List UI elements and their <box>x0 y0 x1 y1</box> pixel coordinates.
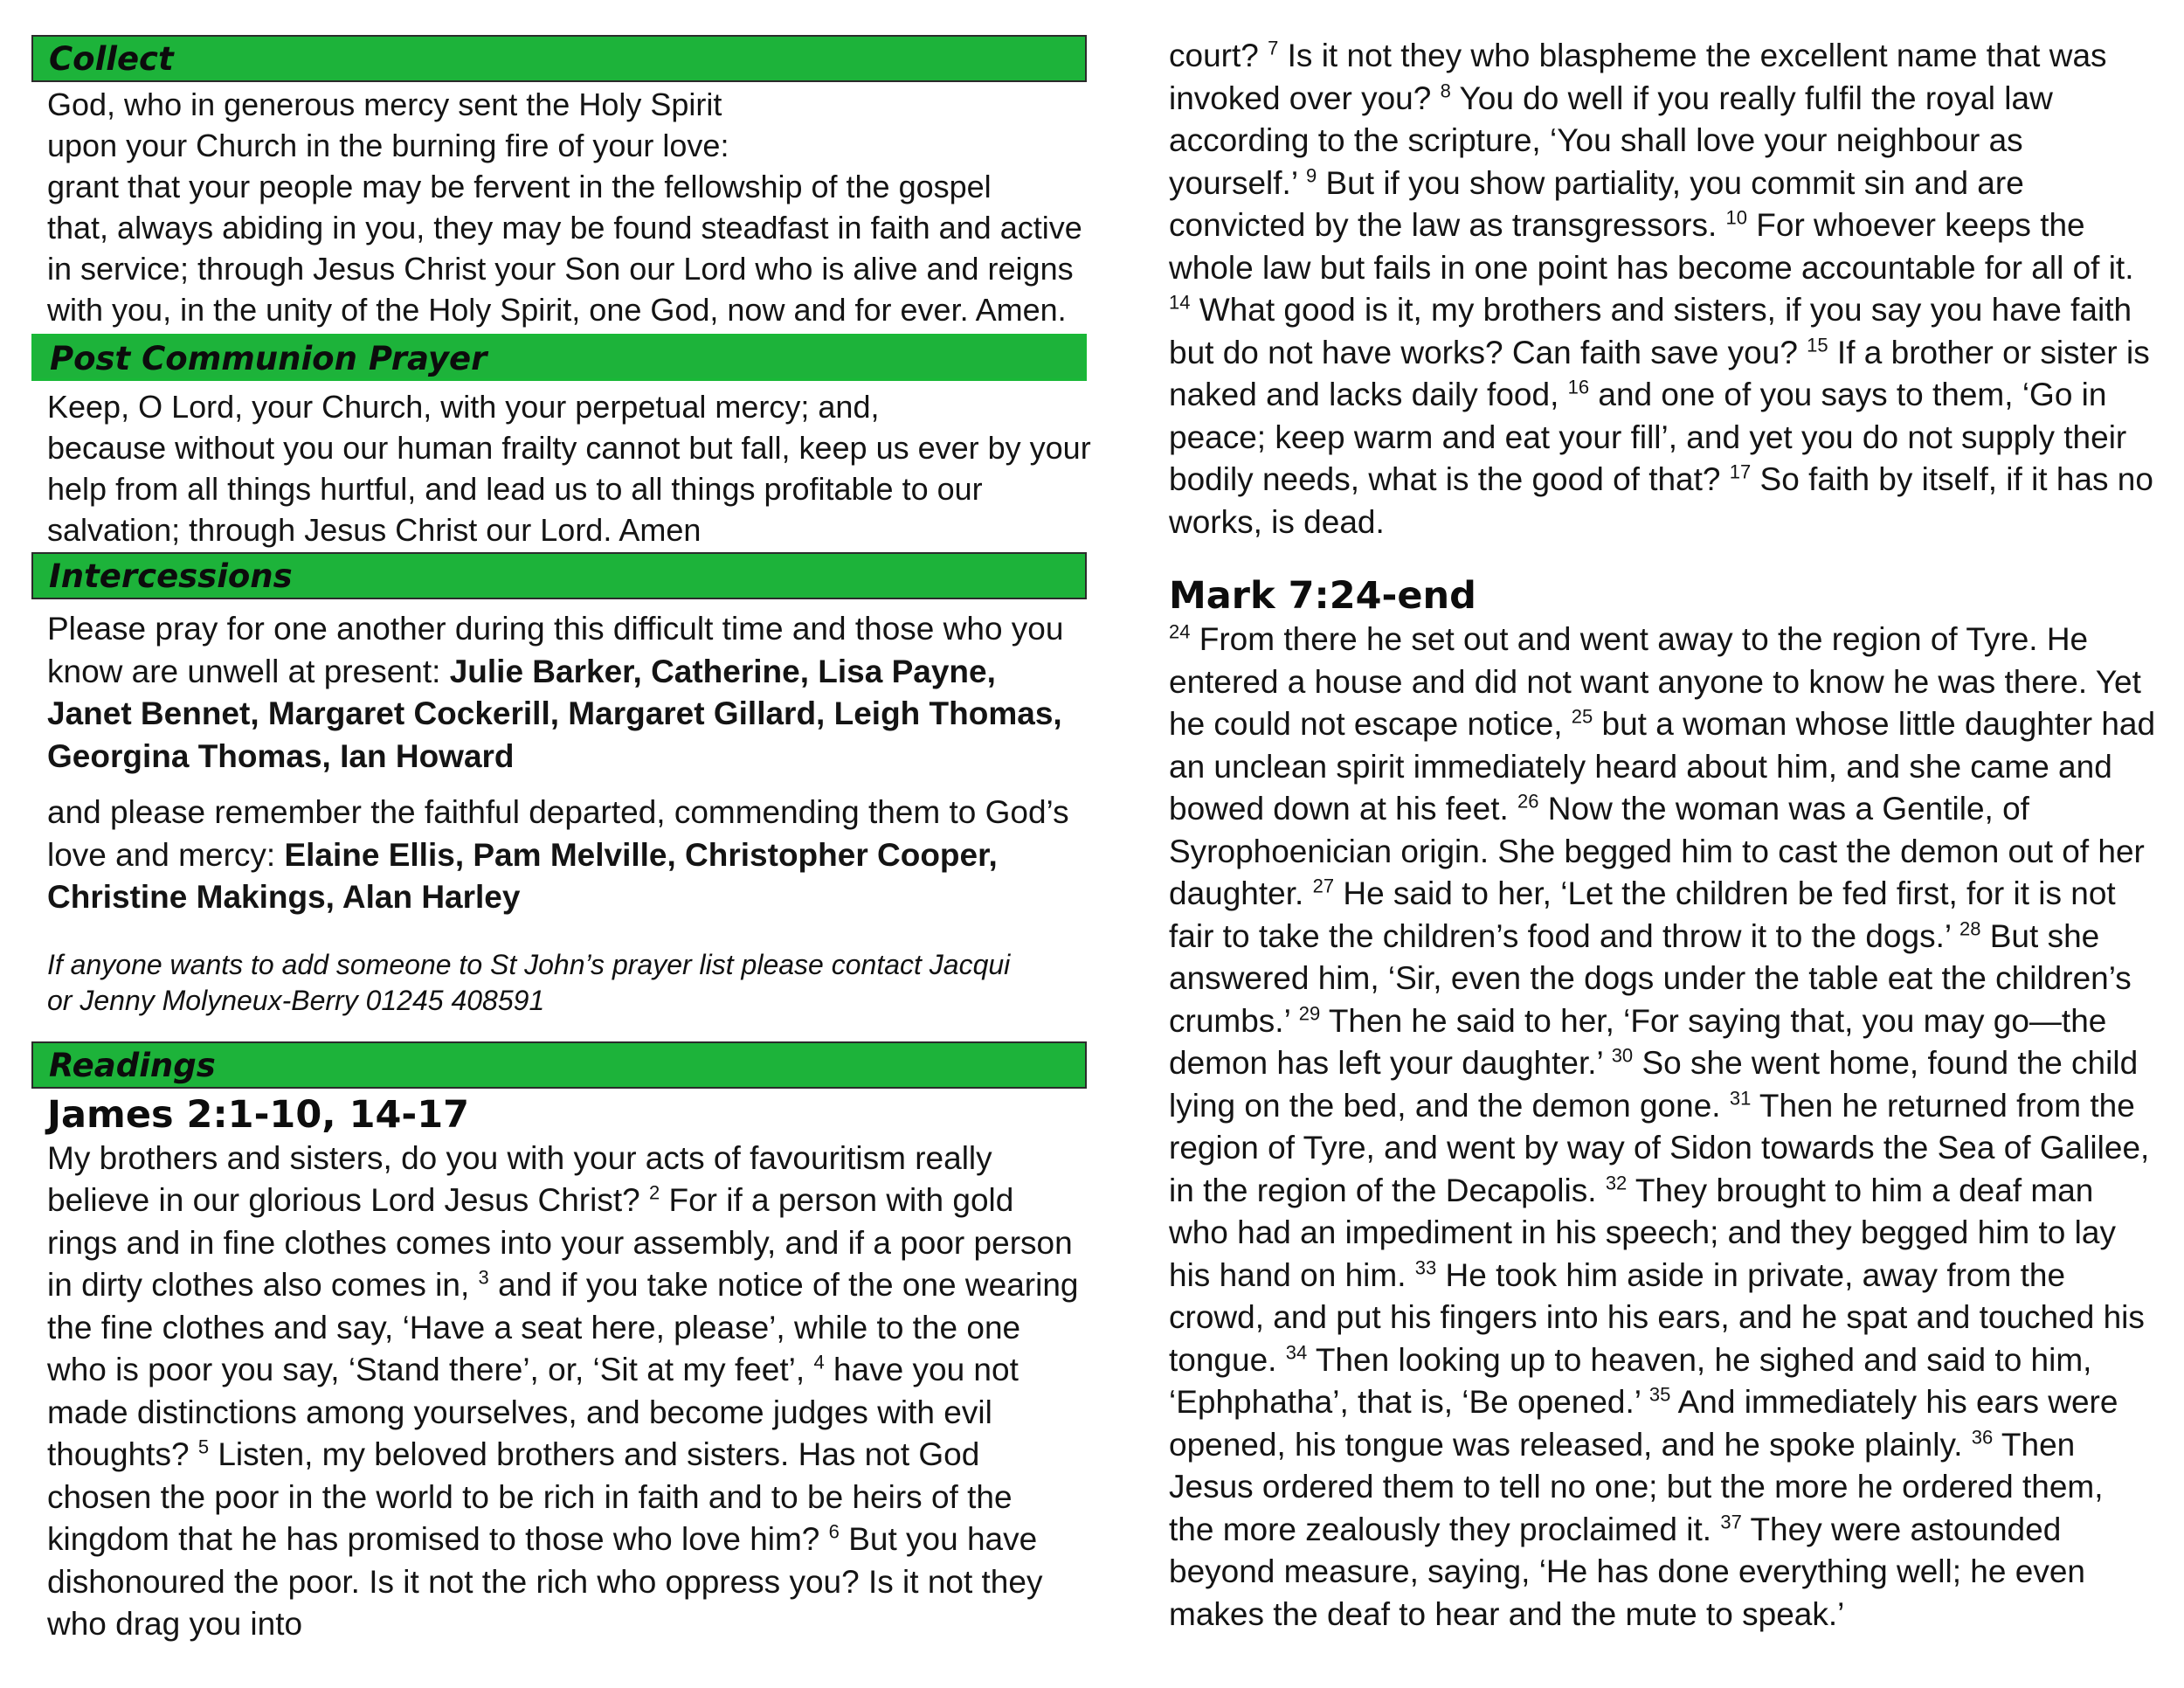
prayer-list-note: If anyone wants to add someone to St John’s prayer list please contact Jacqui or Jenny Molyneux-Berry 01245 408591 <box>47 948 1011 1016</box>
intercessions-unwell <box>31 608 1087 778</box>
verse-text: They brought to him a deaf man who had an impediment in his speech; and they begged him to lay his hand on him. <box>1169 1172 2116 1293</box>
verse-text: So she went home, found the child lying on the bed, and the demon gone. <box>1169 1045 2139 1124</box>
verse-text: You do well if you really fulfil the royal law according to the scripture, ‘You shall love your neighbour as yourself.’ <box>1169 80 2053 201</box>
intercessions-heading: Intercessions <box>31 552 1087 599</box>
verse-number: 8 <box>1440 80 1451 102</box>
verse-number: 36 <box>1971 1426 1994 1449</box>
verse-number: 15 <box>1807 334 1828 356</box>
departed-intro: and please remember the faithful departed, commending them to God’s love and mercy: <box>47 794 1069 873</box>
verse-number: 31 <box>1729 1087 1752 1110</box>
mark-title: Mark 7:24-end <box>1169 574 1476 618</box>
verse-text: court? <box>1169 38 1268 73</box>
departed-names: Elaine Ellis, Pam Melville, Christopher Cooper, Christine Makings, Alan Harley <box>47 836 998 915</box>
verse-number: 16 <box>1567 376 1590 398</box>
james-title: James 2:1-10, 14-17 <box>47 1092 470 1137</box>
james-text <box>31 1138 1087 1646</box>
verse-number: 2 <box>648 1181 660 1204</box>
verse-number: 34 <box>1285 1341 1308 1364</box>
collect-line: grant that your people may be fervent in the fellowship of the gospel <box>47 169 992 204</box>
verse-number: 6 <box>828 1520 840 1543</box>
readings-heading: Readings <box>31 1041 1087 1089</box>
verse-number: 17 <box>1729 460 1752 483</box>
verse-text: have you not made distinctions among yourselves, and become judges with evil thoughts? <box>47 1352 1019 1472</box>
verse-text: But she answered him, ‘Sir, even the dogs under the table eat the children’s crumbs.’ <box>1169 917 2132 1039</box>
mark-text <box>1169 619 2156 1636</box>
verse-text: Then he returned from the region of Tyre, and went by way of Sidon towards the Sea of Galilee, in the region of the Decapolis. <box>1169 1087 2150 1208</box>
verse-text: For if a person with gold rings and in fine clothes comes into your assembly, and if a poor person in dirty clothes also comes in, <box>47 1182 1073 1303</box>
james-text-continued <box>1169 35 2156 543</box>
verse-number: 27 <box>1312 875 1335 897</box>
verse-text: From there he set out and went away to the region of Tyre. He entered a house and did not want anyone to know he was there. Yet he could not escape notice, <box>1169 621 2141 742</box>
collect-line: in service; through Jesus Christ your Son our Lord who is alive and reigns <box>47 251 1074 287</box>
verse-text: They were astounded beyond measure, saying, ‘He has done everything well; he even makes the deaf to hear and the mute to speak.’ <box>1169 1511 2085 1632</box>
verse-text: and if you take notice of the one wearing the fine clothes and say, ‘Have a seat here, please’, while to the one who is poor you say, ‘Stand there’, or, ‘Sit at my feet’, <box>47 1267 1079 1387</box>
verse-number: 35 <box>1648 1383 1671 1406</box>
verse-text: But if you show partiality, you commit sin and are convicted by the law as transgressors. <box>1169 164 2024 243</box>
verse-text: He took him aside in private, away from the crowd, and put his fingers into his ears, and he spat and touched his tongue. <box>1169 1256 2145 1378</box>
post-communion-text <box>31 386 1091 550</box>
post-communion-line: because without you our human frailty cannot but fall, keep us ever by your <box>47 430 1091 466</box>
verse-number: 37 <box>1720 1511 1742 1533</box>
verse-number: 5 <box>197 1435 210 1458</box>
intercessions-departed <box>31 792 1087 919</box>
verse-text: Then Jesus ordered them to tell no one; but the more he ordered them, the more zealously they proclaimed it. <box>1169 1426 2104 1547</box>
unwell-names: Julie Barker, Catherine, Lisa Payne, Janet Bennet, Margaret Cockerill, Margaret Gillard, Leigh Thomas, Georgina Thomas, Ian Howard <box>47 653 1062 774</box>
verse-text: He said to her, ‘Let the children be fed first, for it is not fair to take the children’s food and throw it to the dogs.’ <box>1169 875 2116 954</box>
verse-text: Then he said to her, ‘For saying that, you may go—the demon has left your daughter.’ <box>1169 1002 2107 1081</box>
verse-number: 7 <box>1268 37 1279 59</box>
verse-number: 29 <box>1298 1002 1321 1025</box>
verse-text: My brothers and sisters, do you with your acts of favouritism really believe in our glorious Lord Jesus Christ? <box>47 1139 992 1218</box>
verse-number: 26 <box>1517 790 1539 813</box>
verse-text: For whoever keeps the whole law but fails in one point has become accountable for all of it. <box>1169 207 2134 286</box>
verse-text: Listen, my beloved brothers and sisters. Has not God chosen the poor in the world to be rich in faith and to be heirs of the kingdom that he has promised to those who love him? <box>47 1436 1013 1557</box>
intercessions-intro: Please pray for one another during this difficult time and those who you know are unwell at present: <box>47 611 1064 689</box>
verse-text: But you have dishonoured the poor. Is it not the rich who oppress you? Is it not they who drag you into <box>47 1521 1043 1642</box>
verse-number: 14 <box>1169 291 1191 314</box>
post-communion-heading: Post Communion Prayer <box>31 334 1087 381</box>
verse-text: and one of you says to them, ‘Go in peace; keep warm and eat your fill’, and yet you do not supply their bodily needs, what is the good of that? <box>1169 377 2127 497</box>
verse-text: Now the woman was a Gentile, of Syrophoenician origin. She begged him to cast the demon out of her daughter. <box>1169 791 2145 911</box>
verse-text: What good is it, my brothers and sisters, if you say you have faith but do not have works? Can faith save you? <box>1169 292 2132 370</box>
verse-text: So faith by itself, if it has no works, is dead. <box>1169 461 2153 540</box>
collect-line: God, who in generous mercy sent the Holy Spirit <box>47 86 722 122</box>
collect-text <box>31 84 1087 330</box>
verse-number: 32 <box>1605 1172 1628 1194</box>
collect-line: that, always abiding in you, they may be found steadfast in faith and active <box>47 210 1082 246</box>
verse-text: Then looking up to heaven, he sighed and said to him, ‘Ephphatha’, that is, ‘Be opened.’ <box>1169 1341 2092 1420</box>
verse-number: 4 <box>813 1351 825 1373</box>
collect-line: upon your Church in the burning fire of your love: <box>47 128 729 163</box>
verse-number: 30 <box>1611 1044 1634 1067</box>
verse-number: 24 <box>1169 620 1191 643</box>
verse-text: And immediately his ears were opened, his tongue was released, and he spoke plainly. <box>1169 1384 2118 1463</box>
verse-text: Is it not they who blaspheme the excellent name that was invoked over you? <box>1169 38 2107 116</box>
collect-line: with you, in the unity of the Holy Spirit, one God, now and for ever. Amen. <box>47 292 1067 328</box>
verse-number: 9 <box>1305 164 1317 187</box>
verse-number: 10 <box>1725 206 1747 229</box>
post-communion-line: help from all things hurtful, and lead us to all things profitable to our <box>47 471 983 507</box>
verse-number: 28 <box>1959 917 1981 940</box>
verse-text: If a brother or sister is naked and lacks daily food, <box>1169 334 2150 412</box>
verse-text: but a woman whose little daughter had an unclean spirit immediately heard about him, and she came and bowed down at his feet. <box>1169 706 2156 827</box>
post-communion-line: salvation; through Jesus Christ our Lord. Amen <box>47 512 702 548</box>
collect-heading: Collect <box>31 35 1087 82</box>
post-communion-line: Keep, O Lord, your Church, with your perpetual mercy; and, <box>47 389 880 425</box>
verse-number: 33 <box>1414 1256 1437 1279</box>
right-column <box>1169 35 2156 1636</box>
left-column <box>31 35 1091 1646</box>
verse-number: 25 <box>1571 705 1593 728</box>
verse-number: 3 <box>478 1266 489 1289</box>
